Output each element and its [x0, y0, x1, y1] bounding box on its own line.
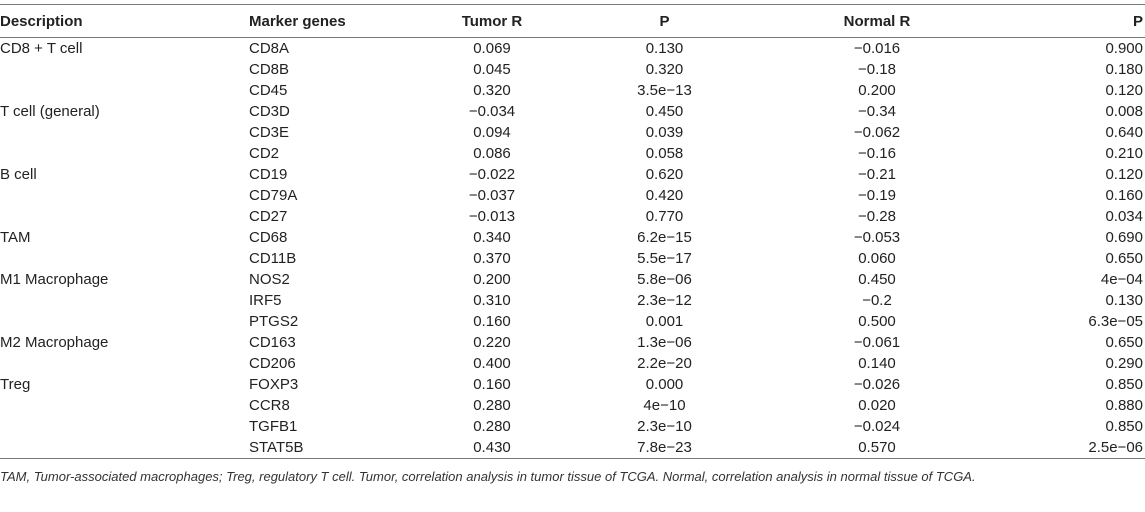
- cell-normal-r: 0.500: [858, 313, 896, 330]
- cell-tumor-r: 0.086: [473, 145, 511, 162]
- header-marker-genes: Marker genes: [247, 5, 427, 38]
- cell-description: [0, 80, 247, 101]
- cell-normal-r: −0.18: [858, 61, 896, 78]
- cell-marker-gene: CD27: [249, 208, 288, 225]
- cell-normal-r: −0.026: [853, 376, 901, 393]
- cell-normal-r: −0.16: [858, 145, 896, 162]
- cell-description: [0, 248, 247, 269]
- cell-description: Treg: [0, 376, 31, 393]
- cell-tumor-p: 1.3e−06: [637, 334, 692, 351]
- cell-description: B cell: [0, 166, 37, 183]
- table-row: [0, 311, 1145, 332]
- cell-normal-r: −0.21: [858, 166, 896, 183]
- cell-marker-gene: CD163: [249, 334, 296, 351]
- cell-normal-r: −0.016: [853, 40, 901, 57]
- cell-normal-r: −0.28: [858, 208, 896, 225]
- cell-tumor-r: −0.013: [468, 208, 516, 225]
- cell-tumor-p: 0.770: [645, 208, 684, 225]
- cell-normal-r: 0.020: [858, 397, 896, 414]
- cell-tumor-r: 0.310: [473, 292, 511, 309]
- cell-description: [0, 206, 247, 227]
- cell-tumor-p: 3.5e−13: [637, 82, 692, 99]
- cell-normal-r: −0.19: [858, 187, 896, 204]
- cell-tumor-r: 0.370: [473, 250, 511, 267]
- cell-marker-gene: CD206: [249, 355, 296, 372]
- cell-description: [0, 290, 247, 311]
- cell-tumor-r: 0.320: [473, 82, 511, 99]
- cell-tumor-p: 0.320: [645, 61, 684, 78]
- cell-description: M2 Macrophage: [0, 334, 109, 351]
- cell-normal-p: 0.210: [1105, 145, 1143, 162]
- cell-tumor-r: 0.280: [473, 418, 511, 435]
- cell-description: [0, 311, 247, 332]
- table-row: [0, 227, 1145, 248]
- cell-tumor-p: 0.001: [645, 313, 684, 330]
- cell-tumor-p: 6.2e−15: [637, 229, 692, 246]
- cell-tumor-p: 0.420: [645, 187, 684, 204]
- cell-normal-r: 0.450: [858, 271, 896, 288]
- cell-description: M1 Macrophage: [0, 271, 109, 288]
- cell-normal-r: −0.024: [853, 418, 901, 435]
- table-row: [0, 122, 1145, 143]
- cell-marker-gene: CD79A: [249, 187, 298, 204]
- cell-marker-gene: TGFB1: [249, 418, 298, 435]
- cell-marker-gene: CD19: [249, 166, 288, 183]
- table-row: [0, 395, 1145, 416]
- cell-description: [0, 143, 247, 164]
- cell-normal-p: 2.5e−06: [982, 437, 1145, 459]
- cell-tumor-p: 0.450: [645, 103, 684, 120]
- cell-tumor-p: 4e−10: [643, 397, 686, 414]
- cell-description: TAM: [0, 229, 31, 246]
- header-normal-p: P: [982, 5, 1145, 38]
- table-body: [0, 38, 1145, 459]
- cell-normal-p: 0.650: [1105, 334, 1143, 351]
- header-tumor-r: Tumor R: [427, 5, 557, 38]
- cell-tumor-p: 0.000: [645, 376, 684, 393]
- header-tumor-p: P: [557, 5, 772, 38]
- cell-tumor-r: 0.220: [473, 334, 511, 351]
- table-footnote: TAM, Tumor-associated macrophages; Treg, regulatory T cell. Tumor, correlation analysis in tumor tissue of TCGA. Normal, correlation analysis in normal tissue of TCGA.: [0, 469, 976, 484]
- cell-tumor-r: 0.160: [473, 313, 511, 330]
- cell-marker-gene: CD68: [249, 229, 288, 246]
- table-row: [0, 59, 1145, 80]
- table-row: [0, 164, 1145, 185]
- cell-description: CD8 + T cell: [0, 40, 83, 57]
- cell-marker-gene: CD8B: [249, 61, 290, 78]
- cell-normal-p: 0.160: [1105, 187, 1143, 204]
- cell-marker-gene: CD2: [249, 145, 280, 162]
- cell-marker-gene: PTGS2: [249, 313, 299, 330]
- cell-normal-p: 0.880: [1105, 397, 1143, 414]
- cell-tumor-p: 2.2e−20: [637, 355, 692, 372]
- cell-normal-p: 0.130: [1105, 292, 1143, 309]
- cell-description: [0, 185, 247, 206]
- table-row: [0, 206, 1145, 227]
- cell-normal-r: −0.34: [858, 103, 896, 120]
- cell-tumor-p: 2.3e−10: [637, 418, 692, 435]
- cell-marker-gene: NOS2: [249, 271, 290, 288]
- table-row: [0, 290, 1145, 311]
- cell-normal-p: 0.008: [1105, 103, 1143, 120]
- cell-tumor-r: 0.340: [473, 229, 511, 246]
- cell-description: [0, 59, 247, 80]
- cell-tumor-r: 0.200: [473, 271, 511, 288]
- cell-normal-p: 0.290: [1105, 355, 1143, 372]
- cell-marker-gene: CD8A: [249, 40, 290, 57]
- cell-normal-r: 0.060: [858, 250, 896, 267]
- table-row: [0, 332, 1145, 353]
- cell-normal-p: 4e−04: [1100, 271, 1143, 288]
- cell-tumor-r: 0.094: [473, 124, 511, 141]
- cell-tumor-r: −0.037: [468, 187, 516, 204]
- table-row: [0, 80, 1145, 101]
- cell-tumor-p: 0.058: [645, 145, 684, 162]
- cell-tumor-r: −0.034: [468, 103, 516, 120]
- cell-tumor-r: 0.160: [473, 376, 511, 393]
- cell-normal-p: 6.3e−05: [1088, 313, 1143, 330]
- cell-description: [0, 416, 247, 437]
- table-row: [0, 143, 1145, 164]
- cell-marker-gene: CD45: [249, 82, 288, 99]
- table-row: [0, 101, 1145, 122]
- cell-marker-gene: CCR8: [249, 397, 290, 414]
- cell-normal-r: 0.200: [858, 82, 896, 99]
- cell-tumor-p: 0.620: [645, 166, 684, 183]
- cell-normal-r: 0.570: [772, 437, 982, 459]
- cell-normal-p: 0.850: [1105, 376, 1143, 393]
- cell-marker-gene: CD11B: [249, 250, 297, 267]
- cell-normal-p: 0.640: [1105, 124, 1143, 141]
- cell-description: [0, 122, 247, 143]
- cell-tumor-p: 5.8e−06: [637, 271, 692, 288]
- cell-marker-gene: IRF5: [249, 292, 282, 309]
- cell-tumor-p: 0.130: [645, 40, 684, 57]
- table-row: [0, 269, 1145, 290]
- cell-tumor-r: 0.430: [427, 437, 557, 459]
- header-description: Description: [0, 5, 247, 38]
- header-normal-r: Normal R: [772, 5, 982, 38]
- header-row: [0, 5, 1145, 38]
- cell-normal-p: 0.120: [1105, 82, 1143, 99]
- table-row: [0, 185, 1145, 206]
- cell-tumor-p: 5.5e−17: [637, 250, 692, 267]
- cell-normal-p: 0.690: [1105, 229, 1143, 246]
- cell-description: [0, 437, 247, 459]
- table-row: [0, 374, 1145, 395]
- cell-tumor-r: 0.069: [473, 40, 511, 57]
- cell-tumor-r: 0.400: [473, 355, 511, 372]
- cell-marker-gene: CD3E: [249, 124, 290, 141]
- table-row: [0, 416, 1145, 437]
- cell-normal-r: −0.2: [862, 292, 892, 309]
- table-row: [0, 437, 1145, 459]
- cell-normal-p: 0.120: [1105, 166, 1143, 183]
- cell-description: T cell (general): [0, 103, 100, 120]
- cell-normal-p: 0.850: [1105, 418, 1143, 435]
- cell-normal-r: −0.053: [853, 229, 901, 246]
- cell-marker-gene: CD3D: [249, 103, 290, 120]
- cell-normal-r: −0.062: [853, 124, 901, 141]
- cell-tumor-r: 0.280: [473, 397, 511, 414]
- correlation-table: [0, 4, 1145, 459]
- table-row: [0, 248, 1145, 269]
- cell-tumor-r: 0.045: [473, 61, 511, 78]
- cell-normal-p: 0.034: [1105, 208, 1143, 225]
- cell-normal-r: −0.061: [853, 334, 901, 351]
- table-row: [0, 38, 1145, 60]
- cell-marker-gene: FOXP3: [249, 376, 299, 393]
- cell-tumor-r: −0.022: [468, 166, 516, 183]
- cell-tumor-p: 7.8e−23: [557, 437, 772, 459]
- cell-description: [0, 353, 247, 374]
- cell-normal-p: 0.650: [1105, 250, 1143, 267]
- cell-description: [0, 395, 247, 416]
- table-row: [0, 353, 1145, 374]
- cell-tumor-p: 0.039: [645, 124, 684, 141]
- cell-normal-p: 0.900: [1105, 40, 1143, 57]
- cell-marker-gene: STAT5B: [247, 437, 427, 459]
- cell-tumor-p: 2.3e−12: [637, 292, 692, 309]
- cell-normal-r: 0.140: [858, 355, 896, 372]
- cell-normal-p: 0.180: [1105, 61, 1143, 78]
